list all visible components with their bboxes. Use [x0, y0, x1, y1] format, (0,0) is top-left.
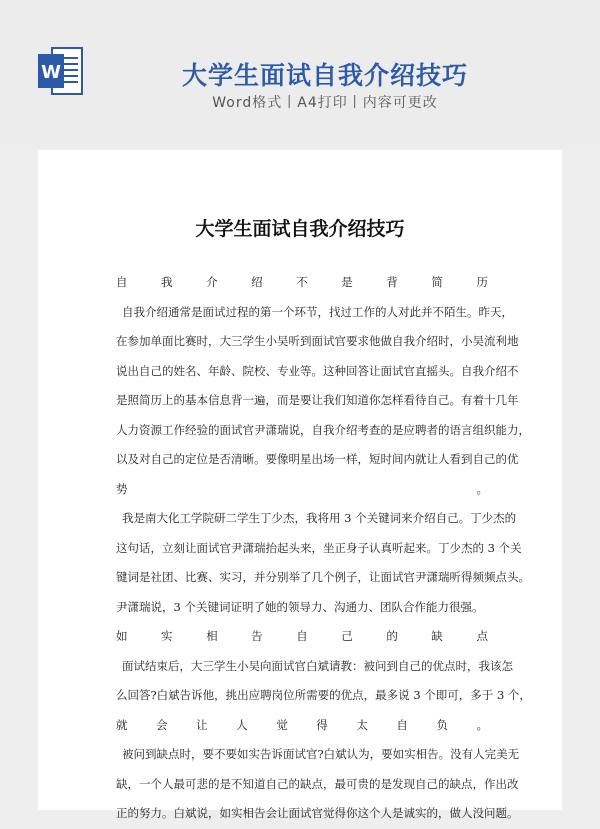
paragraph-line: 自我介绍通常是面试过程的第一个环节，找过工作的人对此并不陌生。昨天，: [122, 304, 513, 319]
word-icon-letter: W: [41, 62, 61, 83]
paragraph-line: 以及对自己的定位是否清晰。要像明星出场一样，短时间内就让人看到自己的优: [116, 452, 519, 466]
banner-title: 大学生面试自我介绍技巧: [181, 61, 468, 90]
paragraph-line: 尹潇瑞说，3 个关键词证明了她的领导力、沟通力、团队合作能力很强。: [116, 599, 484, 614]
document-body: [116, 268, 531, 829]
paragraph-line: 我是南大化工学院研二学生丁少杰，我将用 3 个关键词来介绍自己。丁少杰的: [122, 511, 517, 525]
paragraph-line: 人力资源工作经验的面试官尹潇瑞说，自我介绍考查的是应聘者的语言组织能力，: [116, 422, 530, 437]
paragraph-line: 是照简历上的基本信息背一遍，而是要让我们知道你怎样看待自己。有着十几年: [116, 393, 519, 407]
paragraph-line: 缺，一个人最可悲的是不知道自己的缺点，最可贵的是发现自己的缺点，作出改: [116, 776, 519, 791]
document-page: [38, 150, 562, 820]
section-heading-2: 如 实 相 告 自 己 的 缺 点: [116, 629, 488, 643]
paragraph-line: 这句话，立刻让面试官尹潇瑞抬起头来，坐正身子认真听起来。丁少杰的 3 个关: [116, 540, 522, 555]
paragraph-line: 正的努力。白斌说，如实相告会让面试官觉得你这个人是诚实的，做人没问题。: [116, 806, 519, 820]
paragraph-line: 在参加单面比赛时，大三学生小吴听到面试官要求他做自我介绍时，小吴流利地: [116, 334, 519, 348]
paragraph-tail: 势: [116, 481, 128, 496]
paragraph-line-last: [116, 475, 488, 505]
paragraph-line: 被问到缺点时，要不要如实告诉面试官?白斌认为，要如实相告。没有人完美无: [122, 747, 520, 761]
document-title: 大学生面试自我介绍技巧: [195, 218, 405, 240]
paragraph-line: 么回答?白斌告诉他，挑出应聘岗位所需要的优点，最多说 3 个即可，多于 3 个，: [116, 688, 531, 702]
section-heading-1: 自 我 介 绍 不 是 背 简 历: [116, 275, 488, 289]
section-heading-3: 就 会 让 人 觉 得 太 自 负 。: [116, 717, 488, 732]
paragraph-line: 说出自己的姓名、年龄、院校、专业等。这种回答让面试官直摇头。自我介绍不: [116, 363, 519, 378]
paragraph-line: 键词是社团、比赛、实习，并分别举了几个例子，让面试官尹潇瑞听得频频点头。: [116, 570, 530, 584]
banner: [0, 0, 600, 148]
banner-subtitle: Word格式丨A4打印丨内容可更改: [212, 95, 438, 111]
paragraph-line: 面试结束后，大三学生小吴向面试官白斌请教：被问到自己的优点时，我该怎: [122, 658, 513, 673]
paragraph-period: 。: [476, 481, 488, 496]
